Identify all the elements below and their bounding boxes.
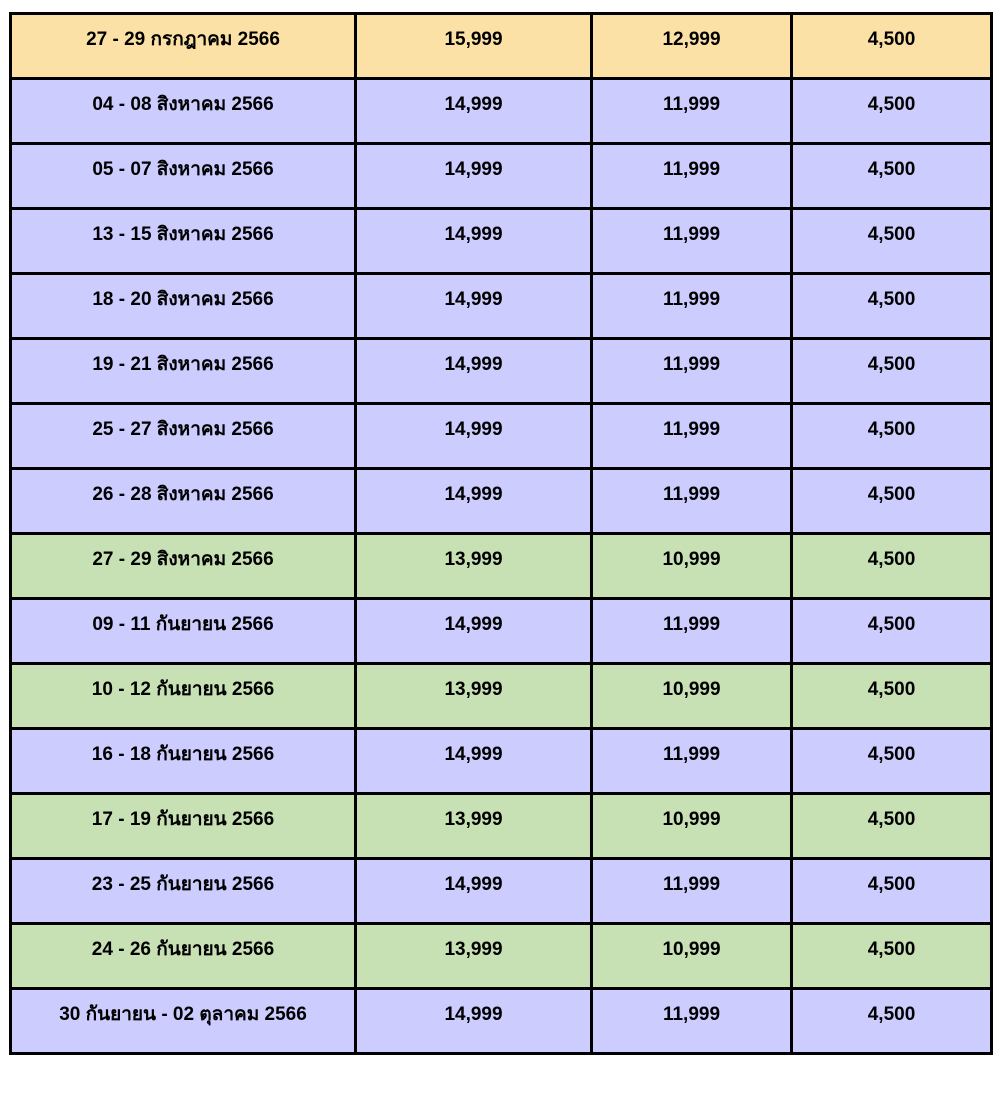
price-2-text: 11,999 — [662, 1004, 721, 1025]
price-2-cell — [592, 404, 792, 469]
price-2-text: 10,999 — [662, 809, 721, 830]
price-2-text: 10,999 — [662, 549, 721, 570]
price-1-cell — [356, 989, 592, 1054]
price-1-text: 14,999 — [444, 484, 503, 505]
departure-date-text: 23 - 25 กันยายน 2566 — [91, 874, 275, 895]
departure-date-text: 24 - 26 กันยายน 2566 — [91, 939, 275, 960]
price-1-cell — [356, 144, 592, 209]
table-row — [11, 79, 992, 144]
price-2-cell — [592, 599, 792, 664]
price-2-cell — [592, 339, 792, 404]
price-table-container — [9, 12, 990, 1055]
price-1-text: 14,999 — [444, 354, 503, 375]
departure-date-cell — [11, 794, 356, 859]
price-1-text: 14,999 — [444, 289, 503, 310]
table-row — [11, 14, 992, 79]
price-2-cell — [592, 144, 792, 209]
price-2-cell — [592, 664, 792, 729]
price-2-cell — [592, 794, 792, 859]
price-1-cell — [356, 14, 592, 79]
price-2-text: 10,999 — [662, 939, 721, 960]
price-2-text: 12,999 — [662, 29, 721, 50]
price-3-cell — [792, 339, 992, 404]
price-1-text: 14,999 — [444, 744, 503, 765]
price-1-cell — [356, 924, 592, 989]
price-1-cell — [356, 664, 592, 729]
table-row — [11, 729, 992, 794]
price-3-text: 4,500 — [867, 679, 916, 700]
departure-date-cell — [11, 534, 356, 599]
price-3-cell — [792, 14, 992, 79]
price-2-text: 11,999 — [662, 419, 721, 440]
price-3-text: 4,500 — [867, 874, 916, 895]
price-3-cell — [792, 209, 992, 274]
table-row — [11, 209, 992, 274]
price-1-text: 14,999 — [444, 419, 503, 440]
departure-date-text: 26 - 28 สิงหาคม 2566 — [92, 484, 274, 505]
departure-date-cell — [11, 729, 356, 794]
departure-date-text: 19 - 21 สิงหาคม 2566 — [92, 354, 274, 375]
departure-date-cell — [11, 924, 356, 989]
table-row — [11, 989, 992, 1054]
departure-date-text: 25 - 27 สิงหาคม 2566 — [92, 419, 274, 440]
price-1-text: 15,999 — [444, 29, 503, 50]
price-3-cell — [792, 534, 992, 599]
price-1-text: 13,999 — [444, 809, 503, 830]
price-2-text: 11,999 — [662, 94, 721, 115]
price-3-text: 4,500 — [867, 939, 916, 960]
price-3-text: 4,500 — [867, 744, 916, 765]
price-3-cell — [792, 794, 992, 859]
departure-date-cell — [11, 209, 356, 274]
price-2-cell — [592, 924, 792, 989]
price-3-text: 4,500 — [867, 224, 916, 245]
departure-date-text: 18 - 20 สิงหาคม 2566 — [92, 289, 274, 310]
price-1-cell — [356, 274, 592, 339]
price-1-cell — [356, 469, 592, 534]
price-3-text: 4,500 — [867, 289, 916, 310]
price-3-cell — [792, 144, 992, 209]
table-row — [11, 664, 992, 729]
price-3-text: 4,500 — [867, 159, 916, 180]
price-3-text: 4,500 — [867, 484, 916, 505]
price-1-text: 14,999 — [444, 94, 503, 115]
price-3-text: 4,500 — [867, 354, 916, 375]
price-3-cell — [792, 729, 992, 794]
departure-date-text: 16 - 18 กันยายน 2566 — [91, 744, 275, 765]
price-3-text: 4,500 — [867, 549, 916, 570]
departure-date-text: 05 - 07 สิงหาคม 2566 — [92, 159, 274, 180]
price-1-cell — [356, 859, 592, 924]
price-2-text: 11,999 — [662, 224, 721, 245]
departure-date-cell — [11, 404, 356, 469]
departure-date-text: 17 - 19 กันยายน 2566 — [91, 809, 275, 830]
departure-date-cell — [11, 469, 356, 534]
price-1-cell — [356, 729, 592, 794]
price-2-cell — [592, 469, 792, 534]
departure-date-cell — [11, 339, 356, 404]
departure-date-text: 04 - 08 สิงหาคม 2566 — [92, 94, 274, 115]
table-row — [11, 144, 992, 209]
tour-price-table — [9, 12, 993, 1055]
price-2-text: 11,999 — [662, 744, 721, 765]
price-3-text: 4,500 — [867, 614, 916, 635]
price-2-text: 11,999 — [662, 484, 721, 505]
price-1-text: 14,999 — [444, 224, 503, 245]
table-row — [11, 534, 992, 599]
price-1-cell — [356, 404, 592, 469]
table-row — [11, 859, 992, 924]
price-2-text: 10,999 — [662, 679, 721, 700]
price-3-cell — [792, 924, 992, 989]
price-3-text: 4,500 — [867, 29, 916, 50]
price-3-cell — [792, 664, 992, 729]
price-2-cell — [592, 989, 792, 1054]
departure-date-text: 13 - 15 สิงหาคม 2566 — [92, 224, 274, 245]
table-row — [11, 924, 992, 989]
table-row — [11, 339, 992, 404]
price-2-cell — [592, 859, 792, 924]
price-1-text: 14,999 — [444, 159, 503, 180]
price-2-text: 11,999 — [662, 159, 721, 180]
price-1-text: 13,999 — [444, 679, 503, 700]
departure-date-cell — [11, 274, 356, 339]
price-1-cell — [356, 339, 592, 404]
price-2-text: 11,999 — [662, 289, 721, 310]
price-2-text: 11,999 — [662, 874, 721, 895]
price-1-text: 13,999 — [444, 549, 503, 570]
table-row — [11, 599, 992, 664]
departure-date-text: 10 - 12 กันยายน 2566 — [91, 679, 275, 700]
price-1-cell — [356, 79, 592, 144]
departure-date-cell — [11, 144, 356, 209]
price-3-cell — [792, 469, 992, 534]
table-row — [11, 274, 992, 339]
table-row — [11, 404, 992, 469]
price-1-cell — [356, 209, 592, 274]
price-1-text: 14,999 — [444, 614, 503, 635]
price-table-body — [11, 14, 992, 1054]
price-2-cell — [592, 534, 792, 599]
price-3-text: 4,500 — [867, 419, 916, 440]
price-2-cell — [592, 274, 792, 339]
departure-date-cell — [11, 859, 356, 924]
departure-date-text: 27 - 29 กรกฎาคม 2566 — [86, 29, 280, 50]
price-2-text: 11,999 — [662, 614, 721, 635]
price-1-cell — [356, 794, 592, 859]
price-2-text: 11,999 — [662, 354, 721, 375]
departure-date-text: 30 กันยายน - 02 ตุลาคม 2566 — [59, 1004, 307, 1025]
price-1-cell — [356, 534, 592, 599]
price-3-cell — [792, 274, 992, 339]
table-row — [11, 794, 992, 859]
departure-date-text: 09 - 11 กันยายน 2566 — [92, 614, 274, 635]
departure-date-text: 27 - 29 สิงหาคม 2566 — [92, 549, 274, 570]
table-row — [11, 469, 992, 534]
departure-date-cell — [11, 989, 356, 1054]
price-1-cell — [356, 599, 592, 664]
price-3-cell — [792, 79, 992, 144]
price-3-cell — [792, 599, 992, 664]
price-3-cell — [792, 404, 992, 469]
price-3-text: 4,500 — [867, 94, 916, 115]
departure-date-cell — [11, 14, 356, 79]
price-3-cell — [792, 859, 992, 924]
price-2-cell — [592, 79, 792, 144]
price-2-cell — [592, 729, 792, 794]
departure-date-cell — [11, 664, 356, 729]
price-3-text: 4,500 — [867, 809, 916, 830]
price-1-text: 14,999 — [444, 874, 503, 895]
departure-date-cell — [11, 79, 356, 144]
price-2-cell — [592, 209, 792, 274]
departure-date-cell — [11, 599, 356, 664]
price-1-text: 13,999 — [444, 939, 503, 960]
price-3-text: 4,500 — [867, 1004, 916, 1025]
price-2-cell — [592, 14, 792, 79]
price-3-cell — [792, 989, 992, 1054]
price-1-text: 14,999 — [444, 1004, 503, 1025]
